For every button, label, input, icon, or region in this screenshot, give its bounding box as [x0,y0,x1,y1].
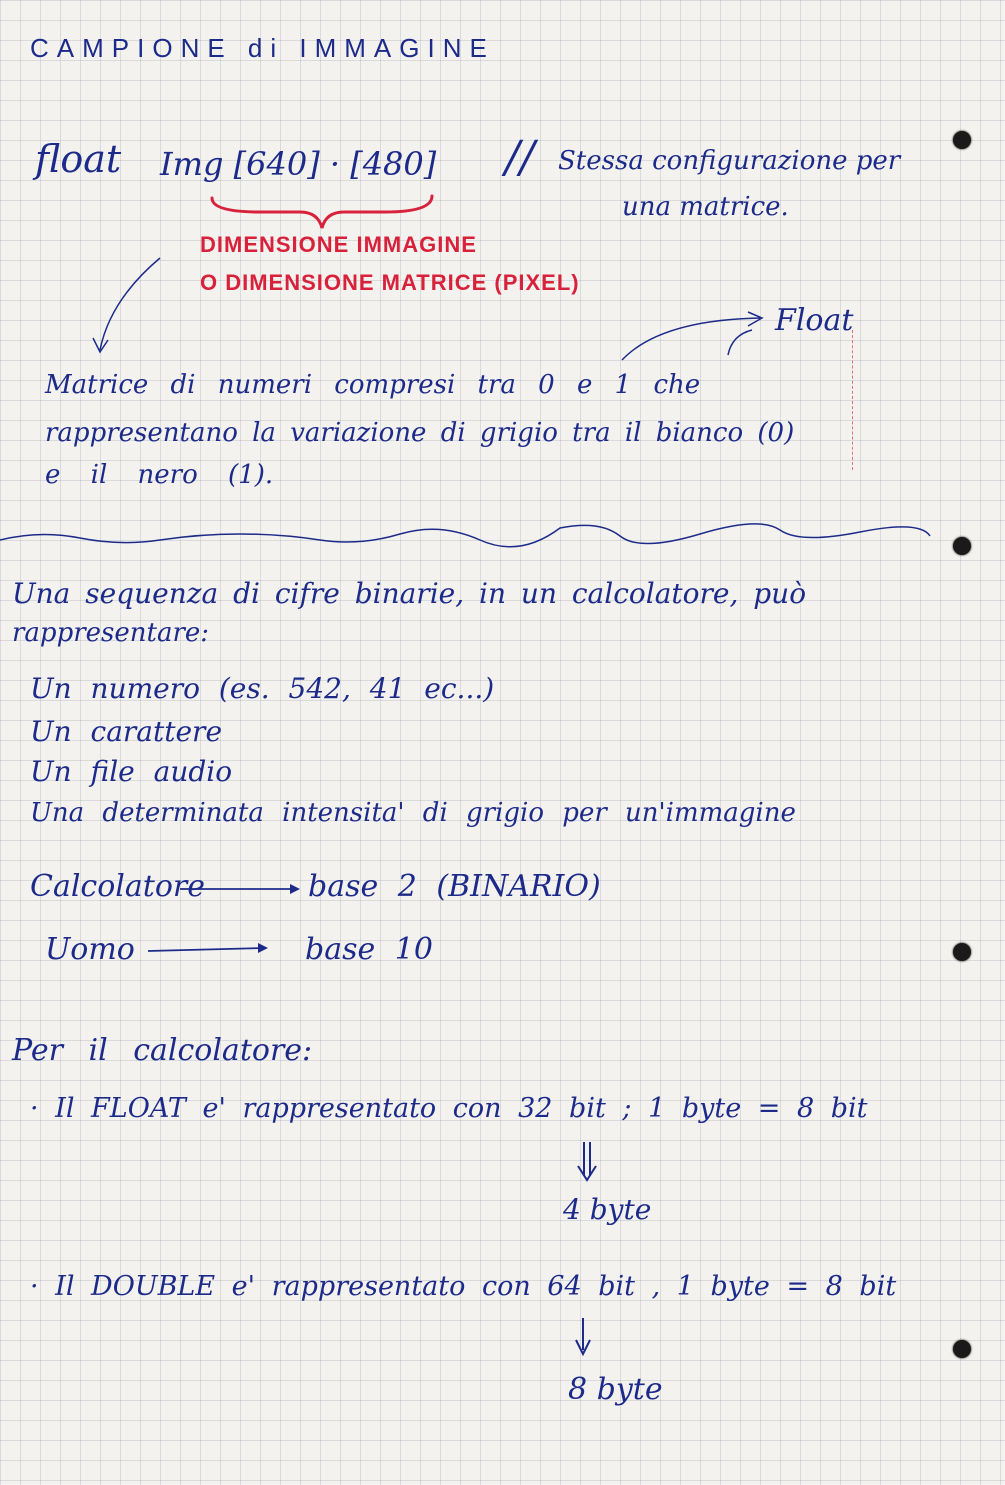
code-expression: Img [640] · [480] [160,145,437,183]
dimension-annotation-2: O DIMENSIONE MATRICE (PIXEL) [200,270,580,295]
matrix-text-line-3: e il nero (1). [45,460,274,490]
matrix-text-line-1: Matrice di numeri compresi tra 0 e 1 che [45,370,701,400]
red-brace [212,196,432,228]
code-keyword: float [35,137,122,181]
human-label: Uomo [45,932,135,967]
dimension-annotation-1: DIMENSIONE IMMAGINE [200,232,477,257]
comment-marker: // [505,132,535,183]
list-item: Un numero (es. 542, 41 ec...) [30,672,495,705]
curved-arrow-float [622,318,760,360]
page-title: CAMPIONE di IMMAGINE [30,33,495,63]
sequence-line-2: rappresentare: [12,618,210,648]
double-bytes: 8 byte [568,1372,663,1407]
double-arrow-down [578,1142,596,1180]
float-info: · Il FLOAT e' rappresentato con 32 bit ; 1 byte = 8 bit [30,1093,868,1124]
arrow-down [576,1318,590,1354]
double-info: · Il DOUBLE e' rappresentato con 64 bit , 1 byte = 8 bit [30,1271,897,1302]
human-base-value: base 10 [305,932,433,967]
float-bytes: 4 byte [563,1193,652,1226]
list-item: Un carattere [30,715,223,748]
list-item: Un file audio [30,755,233,788]
wavy-separator [0,524,930,547]
sequence-line-1: Una sequenza di cifre binarie, in un calcolatore, può [12,577,807,610]
comment-line-1: Stessa configurazione per [558,146,901,176]
computer-label: Calcolatore [30,869,205,904]
computer-base-value: base 2 (BINARIO) [308,869,601,904]
float-label: Float [775,303,854,338]
matrix-text-line-2: rappresentano la variazione di grigio tra il bianco (0) [45,418,795,448]
list-item: Una determinata intensita' di grigio per un'immagine [30,798,796,828]
curved-arrow-down [100,258,160,350]
comment-line-2: una matrice. [622,192,789,222]
per-calcolatore-heading: Per il calcolatore: [12,1033,313,1068]
